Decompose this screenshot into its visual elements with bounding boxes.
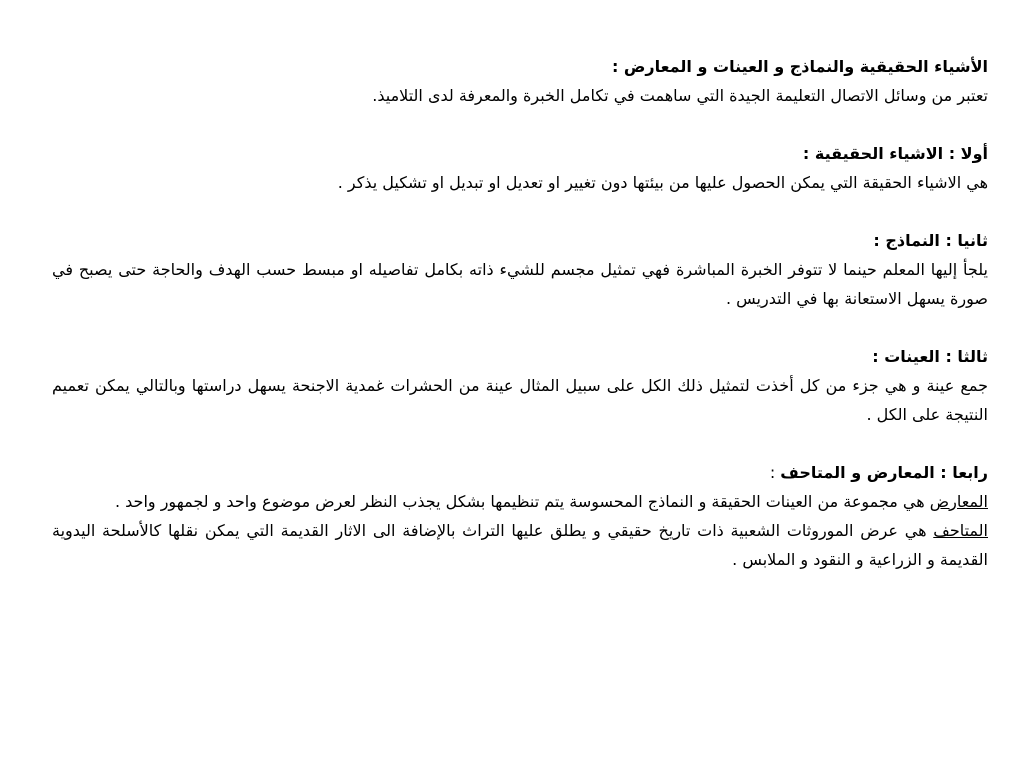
exhibitions-term: المعارض	[929, 492, 988, 511]
real-objects-paragraph: هي الاشياء الحقيقة التي يمكن الحصول عليها من بيئتها دون تغيير او تعديل او تبديل او تشكيل يذكر .	[337, 173, 988, 192]
intro-heading	[52, 52, 988, 81]
museums-text: هي عرض الموروثات الشعبية ذات تاريخ حقيقي و يطلق عليها التراث بالإضافة الى الاثار القديمة التي يمكن نقلها كالأسلحة اليدوية القديمة و الزراعية و النقود و الملابس .	[52, 521, 988, 569]
exhibitions-museums-colon: :	[769, 463, 781, 482]
exhibitions-museums-heading	[52, 458, 988, 487]
samples-paragraph: جمع عينة و هي جزء من كل أخذت لتمثيل ذلك الكل على سبيل المثال عينة من الحشرات غمدية الاجنحة يسهل دراستها وبالتالي يمكن تعميم النتيجة على الكل .	[52, 376, 988, 424]
real-objects-section	[52, 139, 988, 197]
exhibitions-museums-title: رابعا : المعارض و المتاحف	[780, 463, 988, 482]
museums-term: المتاحف	[933, 521, 988, 540]
exhibitions-text: هي مجموعة من العينات الحقيقة و النماذج المحسوسة يتم تنظيمها بشكل يجذب النظر لعرض موضوع واحد و لجمهور واحد .	[114, 492, 930, 511]
models-heading	[52, 226, 988, 255]
intro-section	[52, 52, 988, 110]
real-objects-title: أولا : الاشياء الحقيقية	[814, 144, 988, 163]
exhibitions-paragraph	[52, 487, 988, 516]
samples-heading	[52, 342, 988, 371]
samples-colon: :	[872, 347, 885, 366]
models-title: ثانيا : النماذج	[885, 231, 988, 250]
exhibitions-museums-section	[52, 458, 988, 574]
samples-title: ثالثا : العينات	[884, 347, 988, 366]
intro-colon: :	[611, 57, 624, 76]
real-objects-heading	[52, 139, 988, 168]
museums-paragraph	[52, 516, 988, 574]
intro-paragraph: تعتبر من وسائل الاتصال التعليمة الجيدة التي ساهمت في تكامل الخبرة والمعرفة لدى التلاميذ.	[372, 86, 988, 105]
models-section	[52, 226, 988, 313]
models-paragraph: يلجأ إليها المعلم حينما لا تتوفر الخبرة المباشرة فهي تمثيل مجسم للشيء ذاته بكامل تفاصيله او مبسط حسب الهدف والحاجة حتى يصبح في صورة يسهل الاستعانة بها في التدريس .	[52, 260, 988, 308]
real-objects-colon: :	[802, 144, 815, 163]
intro-title: الأشياء الحقيقية والنماذج و العينات و المعارض	[623, 57, 988, 76]
document-page	[52, 52, 988, 603]
samples-section	[52, 342, 988, 429]
models-colon: :	[873, 231, 886, 250]
